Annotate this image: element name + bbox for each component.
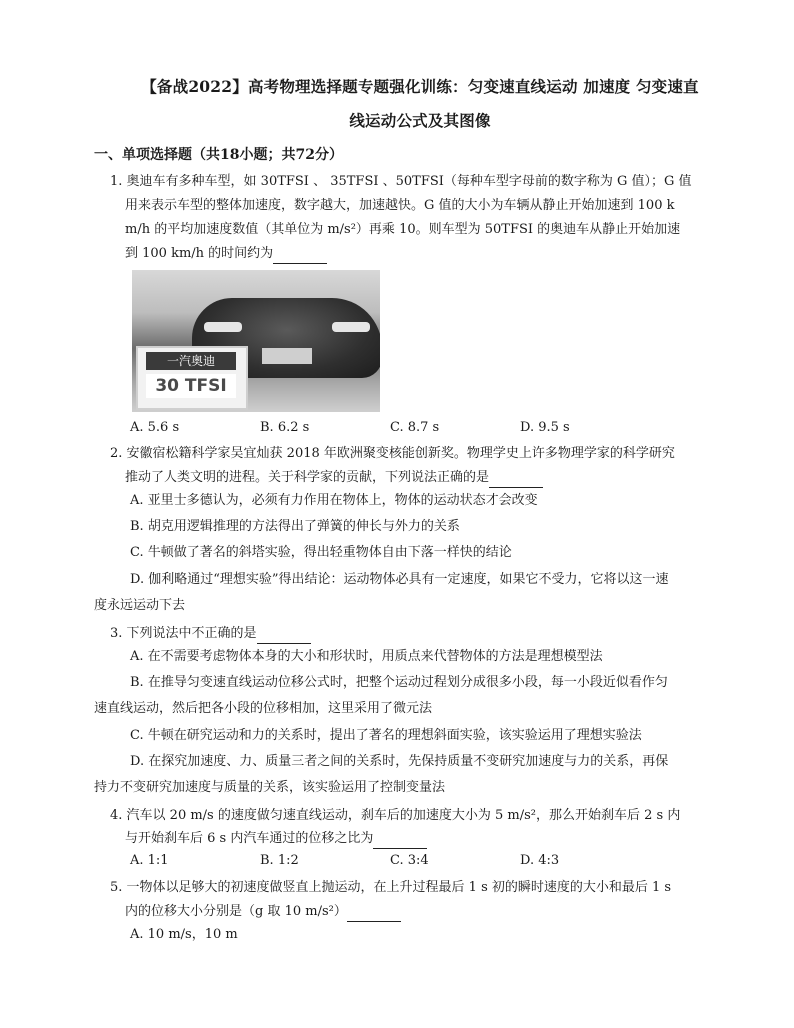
q1-stem-end: 到 100 km/h 的时间约为 xyxy=(125,246,274,261)
title-line-1: 【备战2022】高考物理选择题专题强化训练：匀变速直线运动 加速度 匀变速直 xyxy=(141,77,699,96)
tail-light-left xyxy=(204,322,242,332)
q2-option-b[interactable]: B. 胡克用逻辑推理的方法得出了弹簧的伸长与外力的关系 xyxy=(130,519,460,534)
q5-line-1: 5. 一物体以足够大的初速度做竖直上抛运动，在上升过程最后 1 s 初的瞬时速度的大小和最后 1 s xyxy=(110,880,672,895)
brand-badge: 一汽奥迪 xyxy=(146,352,236,370)
title-line-2: 线运动公式及其图像 xyxy=(349,111,491,130)
q3-option-c[interactable]: C. 牛顿在研究运动和力的关系时，提出了著名的理想斜面实验，该实验运用了理想实验法 xyxy=(130,728,642,743)
q3-line-1 xyxy=(110,624,311,644)
q1-line-1: 1. 奥迪车有多种车型，如 30TFSI 、 35TFSI 、50TFSI（每种车型字母前的数字称为 G 值）；G 值 xyxy=(110,174,692,189)
license-plate xyxy=(262,348,312,364)
q5-line-2 xyxy=(125,902,401,922)
q1-line-2: 用来表示车型的整体加速度，数字越大，加速越快。G 值的大小为车辆从静止开始加速到 100 k xyxy=(125,198,675,213)
answer-blank xyxy=(347,907,401,922)
q1-option-a[interactable]: A. 5.6 s xyxy=(130,420,180,435)
q3-option-d[interactable]: D. 在探究加速度、力、质量三者之间的关系时，先保持质量不变研究加速度与力的关系，再保 xyxy=(130,754,669,769)
q4-options xyxy=(130,853,650,868)
q4-option-d[interactable]: D. 4:3 xyxy=(520,853,560,868)
model-badge: 30 TFSI xyxy=(146,374,236,398)
q4-option-b[interactable]: B. 1:2 xyxy=(260,853,299,868)
q4-line-2 xyxy=(125,829,427,849)
q3-option-a[interactable]: A. 在不需要考虑物体本身的大小和形状时，用质点来代替物体的方法是理想模型法 xyxy=(130,649,603,664)
q5-option-a[interactable]: A. 10 m/s，10 m xyxy=(130,927,238,942)
answer-blank xyxy=(373,834,427,849)
q2-option-d[interactable]: D. 伽利略通过“理想实验”得出结论：运动物体必具有一定速度，如果它不受力，它将以这一速 xyxy=(130,572,669,587)
tail-light-right xyxy=(332,322,370,332)
q1-line-4 xyxy=(125,244,327,264)
q1-option-d[interactable]: D. 9.5 s xyxy=(520,420,570,435)
q2-option-d-cont: 度永远运动下去 xyxy=(94,598,186,613)
q3-stem: 3. 下列说法中不正确的是 xyxy=(110,626,257,641)
q2-option-c[interactable]: C. 牛顿做了著名的斜塔实验，得出轻重物体自由下落一样快的结论 xyxy=(130,545,512,560)
q3-option-b-cont: 速直线运动，然后把各小段的位移相加，这里采用了微元法 xyxy=(94,701,433,716)
section-heading: 一、单项选择题（共18小题；共72分） xyxy=(94,147,343,163)
q2-line-2 xyxy=(125,468,543,488)
q3-option-d-cont: 持力不变研究加速度与质量的关系，该实验运用了控制变量法 xyxy=(94,780,446,795)
answer-blank xyxy=(489,473,543,488)
q3-option-b[interactable]: B. 在推导匀变速直线运动位移公式时，把整个运动过程划分成很多小段，每一小段近似看作匀 xyxy=(130,675,668,690)
q1-option-c[interactable]: C. 8.7 s xyxy=(390,420,440,435)
q2-option-a[interactable]: A. 亚里士多德认为，必须有力作用在物体上，物体的运动状态才会改变 xyxy=(130,493,538,508)
q1-option-b[interactable]: B. 6.2 s xyxy=(260,420,310,435)
answer-blank xyxy=(273,249,327,264)
q1-options xyxy=(130,420,650,435)
answer-blank xyxy=(257,629,311,644)
q2-line-1: 2. 安徽宿松籍科学家吴宜灿获 2018 年欧洲聚变核能创新奖。物理学史上许多物理学家的科学研究 xyxy=(110,446,675,461)
audi-car-photo xyxy=(132,270,380,412)
q4-option-a[interactable]: A. 1:1 xyxy=(130,853,169,868)
q4-option-c[interactable]: C. 3:4 xyxy=(390,853,429,868)
q5-stem-end: 内的位移大小分别是（g 取 10 m/s²） xyxy=(125,904,347,919)
q1-line-3: m/h 的平均加速度数值（其单位为 m/s²）再乘 10。则车型为 50TFSI 的奥迪车从静止开始加速 xyxy=(125,222,681,237)
document-title xyxy=(120,70,720,138)
q4-line-1: 4. 汽车以 20 m/s 的速度做匀速直线运动，刹车后的加速度大小为 5 m/s²，那么开始刹车后 2 s 内 xyxy=(110,808,681,823)
q2-stem-end: 推动了人类文明的进程。关于科学家的贡献，下列说法正确的是 xyxy=(125,470,490,485)
q4-stem-end: 与开始刹车后 6 s 内汽车通过的位移之比为 xyxy=(125,831,374,846)
